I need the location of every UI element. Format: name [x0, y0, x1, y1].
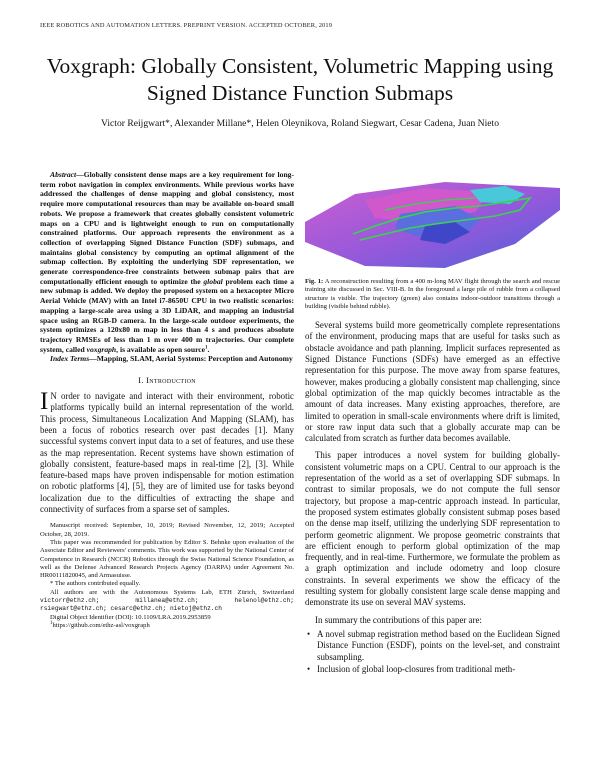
abstract-footnote-mark: 1	[205, 345, 208, 351]
right-column	[305, 170, 560, 676]
figure-1-reconstruction-image	[305, 170, 560, 274]
dropcap-letter: I	[40, 388, 49, 416]
figure-1-caption	[305, 278, 560, 311]
footnote-github-link[interactable]: https://github.com/ethz-asl/voxgraph	[52, 621, 150, 629]
index-terms	[40, 354, 294, 364]
footnote-doi: Digital Object Identifier (DOI): 10.1109/LRA.2019.2953859	[50, 613, 211, 621]
index-terms-label: Index Terms	[50, 354, 90, 364]
figure-1-label: Fig. 1:	[305, 278, 324, 285]
list-item: • A novel submap registration method based on the Euclidean Signed Distance Function (ESDF), points on the level-set, and constraint subsampling.	[305, 629, 560, 663]
abstract-label: Abstract	[50, 170, 77, 179]
abstract-voxgraph-word: voxgraph	[86, 344, 117, 354]
intro-paragraph-3: This paper introduces a novel system for building globally-consistent volumetric maps on a CPU. Central to our approach is the representation of the world as a set of overlapping SDF submaps. In contrast to similar proposals, we do not compute the full sensor trajectory, but propose a map-centric approach instead. In particular, the proposed system estimates globally consistent submap poses based on the dense map itself, utilizing the underlying SDF representation to perform geometric alignment. We propose geometric constraints that are efficient enough to perform global optimization of the map frequently, and in real-time. Furthermore, we formulate the problem as a graph optimization and include odometry and loop closure constraints. In several experiments we show the efficacy of the resulting system for globally consistent large scale dense mapping and demonstrate its use on several MAV systems.	[305, 450, 560, 608]
contributions-list	[305, 629, 560, 675]
abstract-dash: —	[76, 170, 84, 179]
figure-1-caption-text: A reconstruction resulting from a 400 m-long MAV flight through the search and rescue training site discussed in Sec. VIII-B. In the foreground a large pile of rubble from a collapsed structure is visible. The trajectory (green) also contains indoor-outdoor transitions through a building (visible behind rubble).	[305, 278, 560, 310]
left-column	[40, 170, 294, 630]
footnote-affiliation-text: All authors are with the Autonomous Systems Lab, ETH Zürich, Switzerland	[50, 588, 294, 596]
intro-paragraph-4: In summary the contributions of this paper are:	[315, 614, 482, 625]
running-head: IEEE ROBOTICS AND AUTOMATION LETTERS. PREPRINT VERSION. ACCEPTED OCTOBER, 2019	[40, 22, 333, 29]
footnote-emails: victorr@ethz.ch; millanea@ethz.ch; helenol@ethz.ch; rsiegwart@ethz.ch; cesarc@ethz.ch; nietoj@ethz.ch	[40, 597, 294, 613]
abstract-text-3: , is available as open source	[116, 344, 206, 354]
intro-paragraph-1-text: N order to navigate and interact with their environment, robotic platforms typically build an internal representation of the world. This process, Simultaneous Localization And Mapping (SLAM), has been a focus of robotics research over past decades [1]. Many successful systems convert input data to a set of features, and use these as the map representation. Recent systems have shown estimation of globally consistent, feature-based maps in real-time [2], [3]. While feature-based maps have proven indispensable for motion estimation on robotic platforms [4], [5], they are of limited use for tasks beyond localization due to the difficulties of extracting the shape and connectivity of surfaces from a sparse set of samples.	[40, 391, 294, 515]
abstract-text: Globally consistent dense maps are a key requirement for long-term robot navigation in complex environments. While previous works have addressed the challenges of dense mapping and global consistency, most require more computational resources than may be available on-board small robots. We propose a framework that creates globally consistent volumetric maps on a CPU and is lightweight enough to run on computationally constrained platforms. Our approach represents the environment as a collection of overlapping Signed Distance Function (SDF) submaps, and maintains global consistency by computing an optimal alignment of the submap collection. By exploiting the underlying SDF representation, we generate correspondence-free constraints between submap pairs that are computationally efficient enough to optimize the	[40, 170, 294, 286]
intro-paragraph-1	[40, 388, 294, 515]
paper-title: Voxgraph: Globally Consistent, Volumetric Mapping using Signed Distance Function Submaps	[46, 54, 554, 105]
abstract	[40, 170, 294, 354]
footnote-affiliation	[40, 589, 294, 614]
section-heading-introduction	[40, 375, 294, 385]
index-terms-text: —Mapping, SLAM, Aerial Systems: Perception and Autonomy	[89, 354, 293, 364]
footnote-github-mark: 1	[50, 620, 53, 626]
section-title: Introduction	[146, 375, 196, 386]
abstract-end: .	[207, 344, 210, 354]
footnotes	[40, 522, 294, 630]
intro-paragraph-2: Several systems build more geometrically complete representations of the environment, producing maps that are useful for tasks such as obstacle avoidance and path planning. Implicit surfaces represented as Signed Distance Functions (SDFs) have emerged as an effective representation for this purpose. The move away from sparse features, however, makes producing a globally consistent map challenging, since global optimization of the map quickly becomes intractable as the amount of data increases. Many existing approaches, therefore, are limited to operation in small-scale environments where drift is limited, or store raw input data such that a globally accurate map can be calculated from scratch as further data becomes available.	[305, 320, 560, 444]
footnote-github	[40, 622, 294, 630]
abstract-global-word: global	[203, 276, 223, 286]
section-numeral: I.	[138, 375, 147, 386]
footnote-recommendation: This paper was recommended for publication by Editor S. Behnke upon evaluation of the Associate Editor and Reviewers' comments. This work was supported by the National Center of Competence in Research (NCCR) Robotics through the Swiss National Science Foundation, as well as the Defense Advanced Research Projects Agency (DARPA) under Agreement No. HR00111820045, and Armasuisse.	[40, 538, 294, 580]
author-list: Victor Reijgwart*, Alexander Millane*, Helen Oleynikova, Roland Siegwart, Cesar Cadena, Juan Nieto	[101, 118, 499, 129]
reconstruction-pointcloud-illustration	[305, 170, 560, 274]
footnote-manuscript: Manuscript received: September, 10, 2019; Revised November, 12, 2019; Accepted October, 28, 2019.	[40, 522, 294, 538]
footnote-equal-contribution: * The authors contributed equally.	[50, 580, 141, 588]
list-item: • Inclusion of global loop-closures from traditional meth-	[305, 664, 560, 675]
abstract-text-2: problem each time a new submap is added. We deploy the proposed system on a hexacopter Micro Aerial Vehicle (MAV) with an Intel i7-8650U CPU in two realistic scenarios: mapping a large-scale area using a 3D LiDAR, and mapping an industrial space using an RGB-D camera. In the large-scale outdoor experiments, the system optimizes a 120x80 m map in less than 4 s and produces absolute trajectory RMSEs of less than 1 m over 400 m trajectories. Our complete system, called	[40, 276, 294, 354]
